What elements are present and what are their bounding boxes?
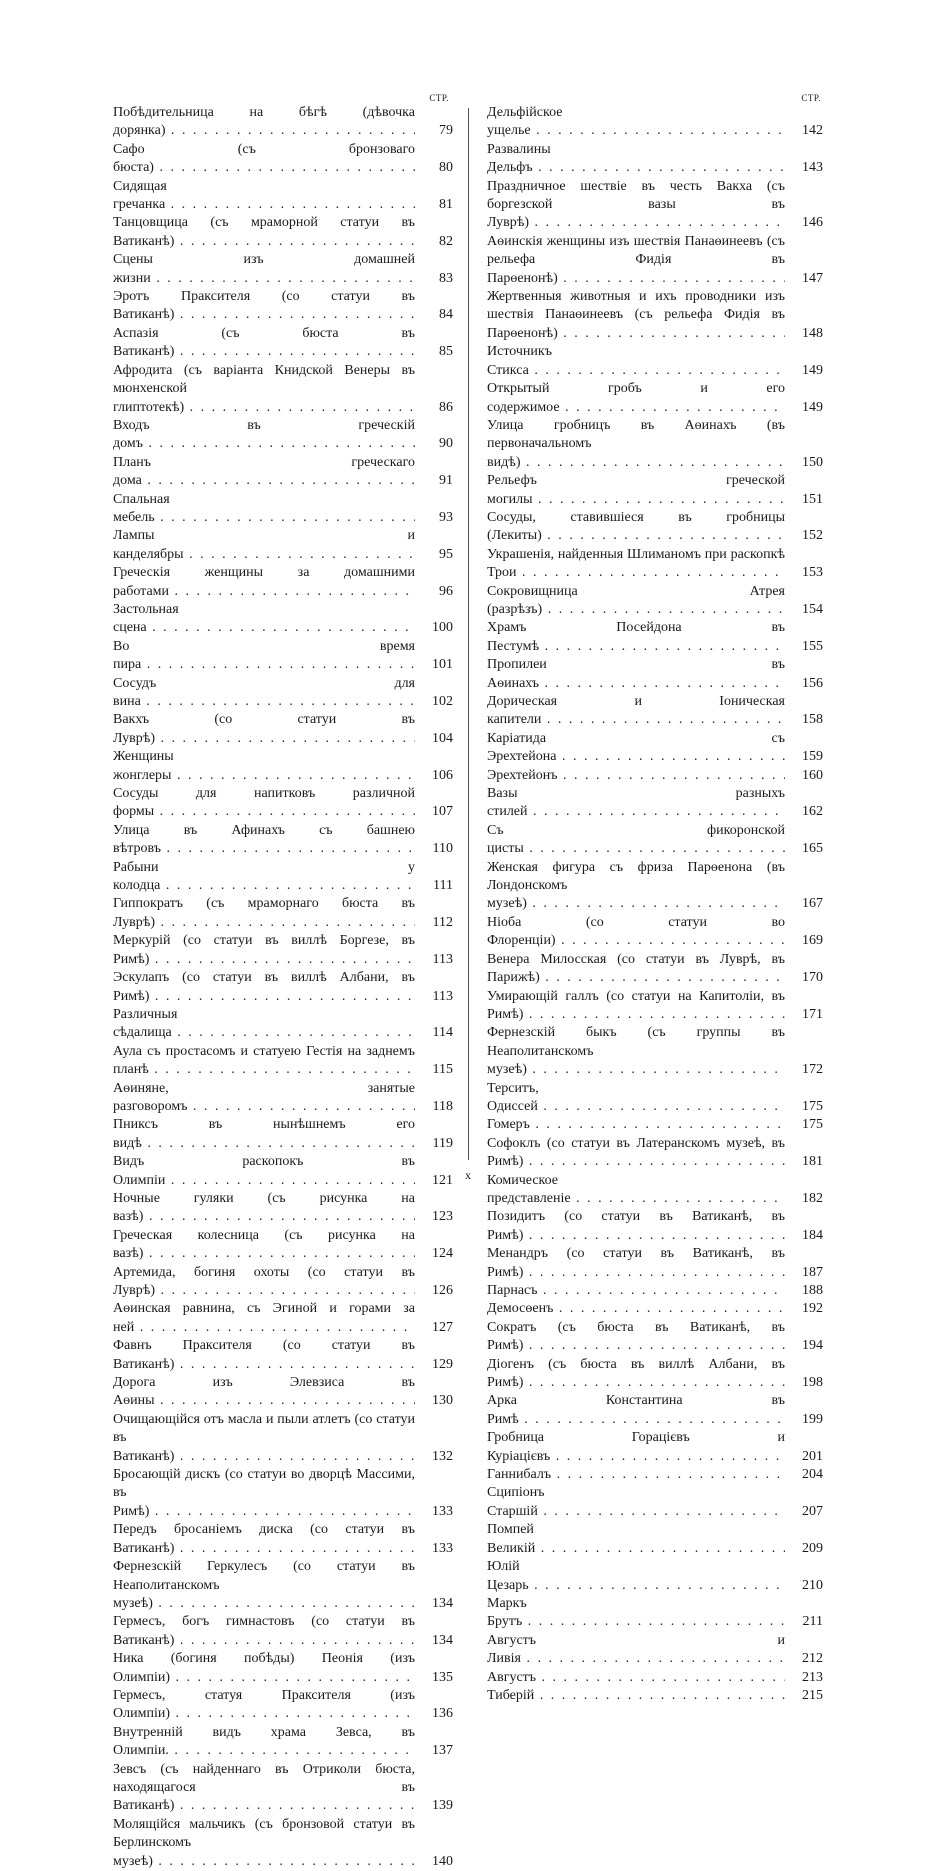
index-entry bbox=[487, 822, 823, 859]
index-entry bbox=[113, 1411, 453, 1466]
index-entry bbox=[113, 1724, 453, 1761]
index-entry bbox=[113, 895, 453, 932]
index-entry bbox=[487, 472, 823, 509]
index-entry bbox=[113, 1043, 453, 1080]
index-entry bbox=[487, 1116, 823, 1134]
index-entry bbox=[487, 693, 823, 730]
entry-title: Сафо (съ бронзоваго бюста) . . . bbox=[113, 141, 415, 178]
entry-title: Входъ въ греческій домъ . . . bbox=[113, 417, 415, 454]
index-entry bbox=[113, 748, 453, 785]
entry-title: Побѣдительница на бѣгѣ (дѣвочка дорянка) . . . bbox=[113, 104, 415, 141]
index-entry bbox=[113, 1761, 453, 1816]
entry-page-number: 167 bbox=[802, 896, 823, 912]
index-entry bbox=[487, 1300, 823, 1318]
entry-page-number: 192 bbox=[802, 1301, 823, 1317]
entry-page-number: 123 bbox=[432, 1209, 453, 1225]
entry-page-number: 188 bbox=[802, 1283, 823, 1298]
index-entry bbox=[113, 1650, 453, 1687]
entry-title: Вазы разныхъ стилей . . . bbox=[487, 785, 785, 822]
entry-title: Позидитъ (со статуи въ Ватиканѣ, въ Римѣ) . . . bbox=[487, 1208, 785, 1245]
page-column-header: СТР. bbox=[429, 93, 449, 103]
entry-page-number: 95 bbox=[439, 546, 453, 562]
entry-page-number: 90 bbox=[439, 436, 453, 452]
entry-title: Ника (богиня побѣды) Пеонія (изъ Олимпіи) . . . bbox=[113, 1650, 415, 1687]
page-folio: x bbox=[465, 1168, 471, 1182]
entry-page-number: 155 bbox=[802, 638, 823, 654]
index-entry bbox=[487, 417, 823, 472]
index-entry bbox=[487, 1208, 823, 1245]
entry-title: Женщины жонглеры . . . bbox=[113, 748, 415, 785]
index-entry bbox=[113, 1558, 453, 1613]
entry-page-number: 169 bbox=[802, 933, 823, 949]
index-entry bbox=[487, 178, 823, 233]
index-entry bbox=[487, 1024, 823, 1079]
index-entry bbox=[113, 1613, 453, 1650]
entry-title: Сокровищница Атрея (разрѣзъ) . . . bbox=[487, 583, 785, 620]
index-entry bbox=[113, 454, 453, 491]
entry-page-number: 135 bbox=[432, 1669, 453, 1685]
entry-page-number: 101 bbox=[432, 657, 453, 673]
entry-title: Каріатида съ Эрехтейона . . . bbox=[487, 730, 785, 767]
left-entry-list bbox=[113, 104, 453, 1871]
entry-title: Сосудъ для вина . . . bbox=[113, 675, 415, 712]
index-entry bbox=[487, 1484, 823, 1521]
entry-title: Фернезскій Геркулесъ (со статуи въ Неаполитанскомъ музеѣ) . . . bbox=[113, 1558, 415, 1613]
entry-title: Гермесъ, статуя Праксителя (изъ Олимпіи) . . . bbox=[113, 1687, 415, 1724]
entry-page-number: 215 bbox=[802, 1687, 823, 1703]
entry-page-number: 198 bbox=[802, 1375, 823, 1391]
entry-page-number: 81 bbox=[439, 197, 453, 213]
entry-title: Эскулапъ (со статуи въ виллѣ Албани, въ Римѣ) . . . bbox=[113, 969, 415, 1006]
entry-page-number: 137 bbox=[432, 1743, 453, 1759]
index-entry bbox=[113, 969, 453, 1006]
page-column-header: СТР. bbox=[801, 93, 821, 103]
right-entry-list bbox=[487, 104, 823, 1705]
entry-title: Парнасъ . . . bbox=[487, 1282, 785, 1300]
entry-page-number: 151 bbox=[802, 491, 823, 507]
entry-title: Фавнъ Праксителя (со статуи въ Ватиканѣ) . . . bbox=[113, 1337, 415, 1374]
index-entry bbox=[487, 1282, 823, 1300]
index-entry bbox=[487, 1466, 823, 1484]
entry-title: Діогенъ (съ бюста въ виллѣ Албани, въ Римѣ) . . . bbox=[487, 1356, 785, 1393]
entry-page-number: 104 bbox=[432, 730, 453, 746]
entry-title: Фернезскій быкъ (съ группы въ Неаполитанскомъ музеѣ) . . . bbox=[487, 1024, 785, 1079]
entry-page-number: 121 bbox=[432, 1172, 453, 1188]
entry-title: Дельфійское ущелье . . . bbox=[487, 104, 785, 141]
entry-title: Сократъ (съ бюста въ Ватиканѣ, въ Римѣ) . . . bbox=[487, 1319, 785, 1356]
entry-title: Женская фигура съ фриза Парѳенона (въ Лондонскомъ музеѣ) . . . bbox=[487, 859, 785, 914]
entry-title: Пропилеи въ Аѳинахъ . . . bbox=[487, 656, 785, 693]
entry-title: Демосѳенъ . . . bbox=[487, 1300, 785, 1318]
entry-page-number: 142 bbox=[802, 123, 823, 139]
entry-title: Венера Милосская (со статуи въ Луврѣ, въ Парижѣ) . . . bbox=[487, 951, 785, 988]
entry-page-number: 209 bbox=[802, 1540, 823, 1556]
index-entry bbox=[113, 1337, 453, 1374]
entry-title: Дорога изъ Элевзиса въ Аѳины . . . bbox=[113, 1374, 415, 1411]
index-entry bbox=[487, 1135, 823, 1172]
entry-page-number: 182 bbox=[802, 1190, 823, 1206]
entry-title: Помпей Великій . . . bbox=[487, 1521, 785, 1558]
entry-title: Украшенія, найденныя Шлиманомъ при раскопкѣ Трои . . . bbox=[487, 546, 785, 583]
index-entry bbox=[113, 711, 453, 748]
entry-title: Умирающій галлъ (со статуи на Капитоліи, въ Римѣ) . . . bbox=[487, 988, 785, 1025]
entry-title: Лампы и канделябры . . . bbox=[113, 527, 415, 564]
entry-page-number: 210 bbox=[802, 1577, 823, 1593]
index-entry bbox=[113, 141, 453, 178]
index-entry bbox=[113, 1687, 453, 1724]
entry-title: Аѳинскія женщины изъ шествія Панаѳинеевъ (съ рельефа Фидія въ Парѳенонѣ) . . . bbox=[487, 233, 785, 288]
entry-title: Ганнибалъ . . . bbox=[487, 1466, 785, 1484]
entry-title: Аѳинская равнина, съ Эгиной и горами за ней . . . bbox=[113, 1300, 415, 1337]
entry-title: Аула съ простасомъ и статуею Гестія на заднемъ планѣ . . . bbox=[113, 1043, 415, 1080]
entry-page-number: 207 bbox=[802, 1503, 823, 1519]
entry-title: Бросающій дискъ (со статуи во дворцѣ Массими, въ Римѣ) . . . bbox=[113, 1466, 415, 1521]
entry-title: Сцены изъ домашней жизни . . . bbox=[113, 251, 415, 288]
entry-title: Во время пира . . . bbox=[113, 638, 415, 675]
entry-page-number: 204 bbox=[802, 1467, 823, 1483]
entry-title: Сосуды для напитковъ различной формы . . . bbox=[113, 785, 415, 822]
entry-title: Планъ греческаго дома . . . bbox=[113, 454, 415, 491]
entry-title: Храмъ Посейдона въ Пестумѣ . . . bbox=[487, 619, 785, 656]
index-entry bbox=[113, 1374, 453, 1411]
entry-page-number: 153 bbox=[802, 565, 823, 581]
index-entry bbox=[113, 1116, 453, 1153]
left-column bbox=[113, 92, 453, 1871]
index-entry bbox=[487, 1356, 823, 1393]
entry-title: Различныя сѣдалища . . . bbox=[113, 1006, 415, 1043]
entry-title: Дорическая и Іоническая капители . . . bbox=[487, 693, 785, 730]
entry-page-number: 158 bbox=[802, 712, 823, 728]
index-entry bbox=[487, 380, 823, 417]
entry-page-number: 102 bbox=[432, 694, 453, 709]
entry-page-number: 149 bbox=[802, 399, 823, 415]
entry-title: Гиппократъ (съ мраморнаго бюста въ Луврѣ) . . . bbox=[113, 895, 415, 932]
index-entry bbox=[113, 214, 453, 251]
index-entry bbox=[113, 1521, 453, 1558]
index-entry bbox=[487, 288, 823, 343]
entry-title: Августъ и Ливія . . . bbox=[487, 1632, 785, 1669]
entry-title: Августъ . . . bbox=[487, 1669, 785, 1687]
entry-title: Застольная сцена . . . bbox=[113, 601, 415, 638]
entry-title: Артемида, богиня охоты (со статуи въ Луврѣ) . . . bbox=[113, 1264, 415, 1301]
entry-page-number: 79 bbox=[439, 123, 453, 139]
entry-page-number: 148 bbox=[802, 325, 823, 341]
entry-page-number: 154 bbox=[802, 601, 823, 617]
index-entry bbox=[113, 417, 453, 454]
entry-title: Очищающійся отъ масла и пыли атлетъ (со статуи въ Ватиканѣ) . . . bbox=[113, 1411, 415, 1466]
index-entry bbox=[487, 1669, 823, 1687]
entry-title: Арка Константина въ Римѣ . . . bbox=[487, 1392, 785, 1429]
entry-title: Тиберій . . . bbox=[487, 1687, 785, 1705]
column-divider bbox=[468, 108, 469, 1160]
entry-page-number: 199 bbox=[802, 1411, 823, 1427]
index-entry bbox=[487, 141, 823, 178]
index-entry bbox=[113, 527, 453, 564]
entry-page-number: 170 bbox=[802, 970, 823, 986]
index-entry bbox=[113, 859, 453, 896]
entry-page-number: 187 bbox=[802, 1264, 823, 1280]
entry-title: Жертвенныя животныя и ихъ проводники изъ шествія Панаѳинеевъ (съ рельефа Фидія въ Парѳенонѣ) . . . bbox=[487, 288, 785, 343]
index-entry bbox=[487, 1245, 823, 1282]
entry-page-number: 124 bbox=[432, 1246, 453, 1262]
entry-page-number: 147 bbox=[802, 270, 823, 286]
entry-title: Греческія женщины за домашними работами . . . bbox=[113, 564, 415, 601]
entry-title: Маркъ Брутъ . . . bbox=[487, 1595, 785, 1632]
entry-page-number: 115 bbox=[432, 1062, 453, 1078]
index-entry bbox=[487, 1632, 823, 1669]
index-entry bbox=[113, 491, 453, 528]
entry-title: Эрехтейонъ . . . bbox=[487, 767, 785, 785]
index-entry bbox=[113, 288, 453, 325]
index-entry bbox=[487, 583, 823, 620]
entry-page-number: 113 bbox=[432, 951, 453, 967]
index-entry bbox=[487, 509, 823, 546]
entry-page-number: 107 bbox=[432, 804, 453, 820]
index-entry bbox=[113, 1190, 453, 1227]
entry-title: Рельефъ греческой могилы . . . bbox=[487, 472, 785, 509]
entry-title: Пниксъ въ нынѣшнемъ его видѣ . . . bbox=[113, 1116, 415, 1153]
entry-title: Открытый гробъ и его содержимое . . . bbox=[487, 380, 785, 417]
entry-page-number: 110 bbox=[432, 841, 453, 857]
entry-page-number: 85 bbox=[439, 344, 453, 360]
index-entry bbox=[113, 104, 453, 141]
entry-page-number: 80 bbox=[439, 160, 453, 176]
entry-title: Софоклъ (со статуи въ Латеранскомъ музеѣ, въ Римѣ) . . . bbox=[487, 1135, 785, 1172]
index-entry bbox=[113, 1300, 453, 1337]
entry-title: Комическое представленіе . . . bbox=[487, 1172, 785, 1209]
entry-page-number: 140 bbox=[432, 1853, 453, 1869]
entry-page-number: 212 bbox=[802, 1651, 823, 1667]
index-entry bbox=[113, 178, 453, 215]
entry-page-number: 82 bbox=[439, 233, 453, 249]
index-entry bbox=[113, 1816, 453, 1871]
entry-page-number: 165 bbox=[802, 841, 823, 857]
entry-title: Сосуды, ставившіеся въ гробницы (Лекиты) . . . bbox=[487, 509, 785, 546]
entry-page-number: 211 bbox=[802, 1614, 823, 1630]
entry-title: Терситъ, Одиссей . . . bbox=[487, 1080, 785, 1117]
index-entry bbox=[487, 1595, 823, 1632]
entry-title: Зевсъ (съ найденнаго въ Отриколи бюста, находящагося въ Ватиканѣ) . . . bbox=[113, 1761, 415, 1816]
entry-title: Спальная мебель . . . bbox=[113, 491, 415, 528]
entry-page-number: 83 bbox=[439, 270, 453, 286]
entry-page-number: 146 bbox=[802, 215, 823, 231]
entry-page-number: 86 bbox=[439, 399, 453, 415]
entry-page-number: 150 bbox=[802, 454, 823, 470]
index-entry bbox=[113, 785, 453, 822]
entry-title: Улица въ Афинахъ съ башнею вѣтровъ . . . bbox=[113, 822, 415, 859]
entry-page-number: 172 bbox=[802, 1062, 823, 1078]
index-entry bbox=[487, 656, 823, 693]
entry-title: Гробница Горацієвъ и Куріацієвъ . . . bbox=[487, 1429, 785, 1466]
entry-page-number: 114 bbox=[432, 1025, 453, 1041]
index-entry bbox=[113, 638, 453, 675]
entry-title: Ночные гуляки (съ рисунка на вазѣ) . . . bbox=[113, 1190, 415, 1227]
entry-title: Внутренній видъ храма Зевса, въ Олимпіи. . . . bbox=[113, 1724, 415, 1761]
entry-page-number: 132 bbox=[432, 1448, 453, 1464]
entry-page-number: 136 bbox=[432, 1706, 453, 1722]
entry-title: Видъ раскопокъ въ Олимпіи . . . bbox=[113, 1153, 415, 1190]
entry-title: Греческая колесница (съ рисунка на вазѣ) . . . bbox=[113, 1227, 415, 1264]
entry-title: Улица гробницъ въ Аѳинахъ (въ первоначальномъ видѣ) . . . bbox=[487, 417, 785, 472]
entry-title: Юлій Цезарь . . . bbox=[487, 1558, 785, 1595]
entry-page-number: 113 bbox=[432, 988, 453, 1004]
index-entry bbox=[487, 988, 823, 1025]
entry-page-number: 100 bbox=[432, 620, 453, 636]
entry-title: Источникъ Стикса . . . bbox=[487, 343, 785, 380]
entry-title: Танцовщица (съ мраморной статуи въ Ватиканѣ) . . . bbox=[113, 214, 415, 251]
entry-page-number: 139 bbox=[432, 1798, 453, 1814]
index-entry bbox=[487, 1319, 823, 1356]
index-entry bbox=[487, 1521, 823, 1558]
entry-page-number: 84 bbox=[439, 307, 453, 323]
entry-page-number: 184 bbox=[802, 1227, 823, 1243]
entry-title: Рабыни у колодца . . . bbox=[113, 859, 415, 896]
entry-page-number: 119 bbox=[432, 1135, 453, 1151]
index-entry bbox=[487, 859, 823, 914]
entry-page-number: 175 bbox=[802, 1117, 823, 1133]
index-entry bbox=[113, 362, 453, 417]
entry-title: Съ фикоронской цисты . . . bbox=[487, 822, 785, 859]
index-entry bbox=[113, 1227, 453, 1264]
entry-page-number: 152 bbox=[802, 528, 823, 544]
entry-page-number: 111 bbox=[433, 878, 453, 894]
index-entry bbox=[487, 785, 823, 822]
entry-title: Аѳиняне, занятые разговоромъ . . . bbox=[113, 1080, 415, 1117]
index-entry bbox=[487, 914, 823, 951]
entry-title: Развалины Дельфъ . . . bbox=[487, 141, 785, 178]
entry-page-number: 149 bbox=[802, 362, 823, 378]
entry-page-number: 130 bbox=[432, 1393, 453, 1409]
entry-title: Сципіонъ Старшій . . . bbox=[487, 1484, 785, 1521]
entry-title: Эротъ Праксителя (со статуи въ Ватиканѣ) . . . bbox=[113, 288, 415, 325]
index-entry bbox=[113, 601, 453, 638]
index-entry bbox=[487, 1558, 823, 1595]
entry-page-number: 91 bbox=[439, 473, 453, 489]
index-entry bbox=[487, 767, 823, 785]
entry-page-number: 175 bbox=[802, 1098, 823, 1114]
index-entry bbox=[113, 251, 453, 288]
entry-title: Сидящая гречанка . . . bbox=[113, 178, 415, 215]
index-entry bbox=[113, 1080, 453, 1117]
entry-page-number: 201 bbox=[802, 1448, 823, 1464]
entry-page-number: 156 bbox=[802, 675, 823, 691]
entry-title: Меркурій (со статуи въ виллѣ Боргезе, въ Римѣ) . . . bbox=[113, 932, 415, 969]
entry-page-number: 112 bbox=[432, 914, 453, 930]
index-entry bbox=[487, 1687, 823, 1705]
entry-page-number: 159 bbox=[802, 749, 823, 765]
entry-title: Менандръ (со статуи въ Ватиканѣ, въ Римѣ) . . . bbox=[487, 1245, 785, 1282]
index-entry bbox=[487, 951, 823, 988]
entry-page-number: 129 bbox=[432, 1356, 453, 1372]
entry-page-number: 96 bbox=[439, 583, 453, 599]
entry-page-number: 160 bbox=[802, 767, 823, 783]
index-entry bbox=[487, 546, 823, 583]
index-entry bbox=[487, 343, 823, 380]
entry-title: Гомеръ . . . bbox=[487, 1116, 785, 1134]
index-entry bbox=[113, 564, 453, 601]
entry-title: Афродита (съ варіанта Книдской Венеры въ мюнхенской глиптотекѣ) . . . bbox=[113, 362, 415, 417]
entry-page-number: 213 bbox=[802, 1669, 823, 1685]
entry-page-number: 93 bbox=[439, 509, 453, 525]
entry-title: Гермесъ, богъ гимнастовъ (со статуи въ Ватиканѣ) . . . bbox=[113, 1613, 415, 1650]
entry-title: Вакхъ (со статуи въ Луврѣ) . . . bbox=[113, 711, 415, 748]
index-entry bbox=[113, 932, 453, 969]
entry-page-number: 133 bbox=[432, 1503, 453, 1519]
entry-title: Молящійся мальчикъ (съ бронзовой статуи въ Берлинскомъ музеѣ) . . . bbox=[113, 1816, 415, 1871]
entry-title: Передъ бросаніемъ диска (со статуи въ Ватиканѣ) . . . bbox=[113, 1521, 415, 1558]
index-entry bbox=[487, 1392, 823, 1429]
index-entry bbox=[113, 1466, 453, 1521]
entry-page-number: 162 bbox=[802, 804, 823, 820]
index-entry bbox=[487, 104, 823, 141]
index-entry bbox=[113, 675, 453, 712]
entry-page-number: 133 bbox=[432, 1540, 453, 1556]
index-entry bbox=[113, 1264, 453, 1301]
entry-title: Аспазія (съ бюста въ Ватиканѣ) . . . bbox=[113, 325, 415, 362]
entry-page-number: 126 bbox=[432, 1283, 453, 1298]
entry-page-number: 181 bbox=[802, 1154, 823, 1170]
index-entry bbox=[487, 730, 823, 767]
index-entry bbox=[487, 233, 823, 288]
index-entry bbox=[113, 325, 453, 362]
entry-page-number: 143 bbox=[802, 160, 823, 176]
index-entry bbox=[487, 1080, 823, 1117]
entry-page-number: 127 bbox=[432, 1319, 453, 1335]
entry-page-number: 134 bbox=[432, 1595, 453, 1611]
index-entry bbox=[113, 822, 453, 859]
index-entry bbox=[487, 1429, 823, 1466]
entry-page-number: 194 bbox=[802, 1338, 823, 1354]
entry-page-number: 118 bbox=[432, 1098, 453, 1114]
entry-page-number: 134 bbox=[432, 1632, 453, 1648]
entry-title: Ніоба (со статуи во Флоренціи) . . . bbox=[487, 914, 785, 951]
entry-page-number: 171 bbox=[802, 1006, 823, 1022]
index-entry bbox=[113, 1006, 453, 1043]
index-entry bbox=[487, 619, 823, 656]
right-column bbox=[487, 92, 823, 1705]
entry-page-number: 106 bbox=[432, 767, 453, 783]
entry-title: Праздничное шествіе въ честь Вакха (съ боргезской вазы въ Луврѣ) . . . bbox=[487, 178, 785, 233]
